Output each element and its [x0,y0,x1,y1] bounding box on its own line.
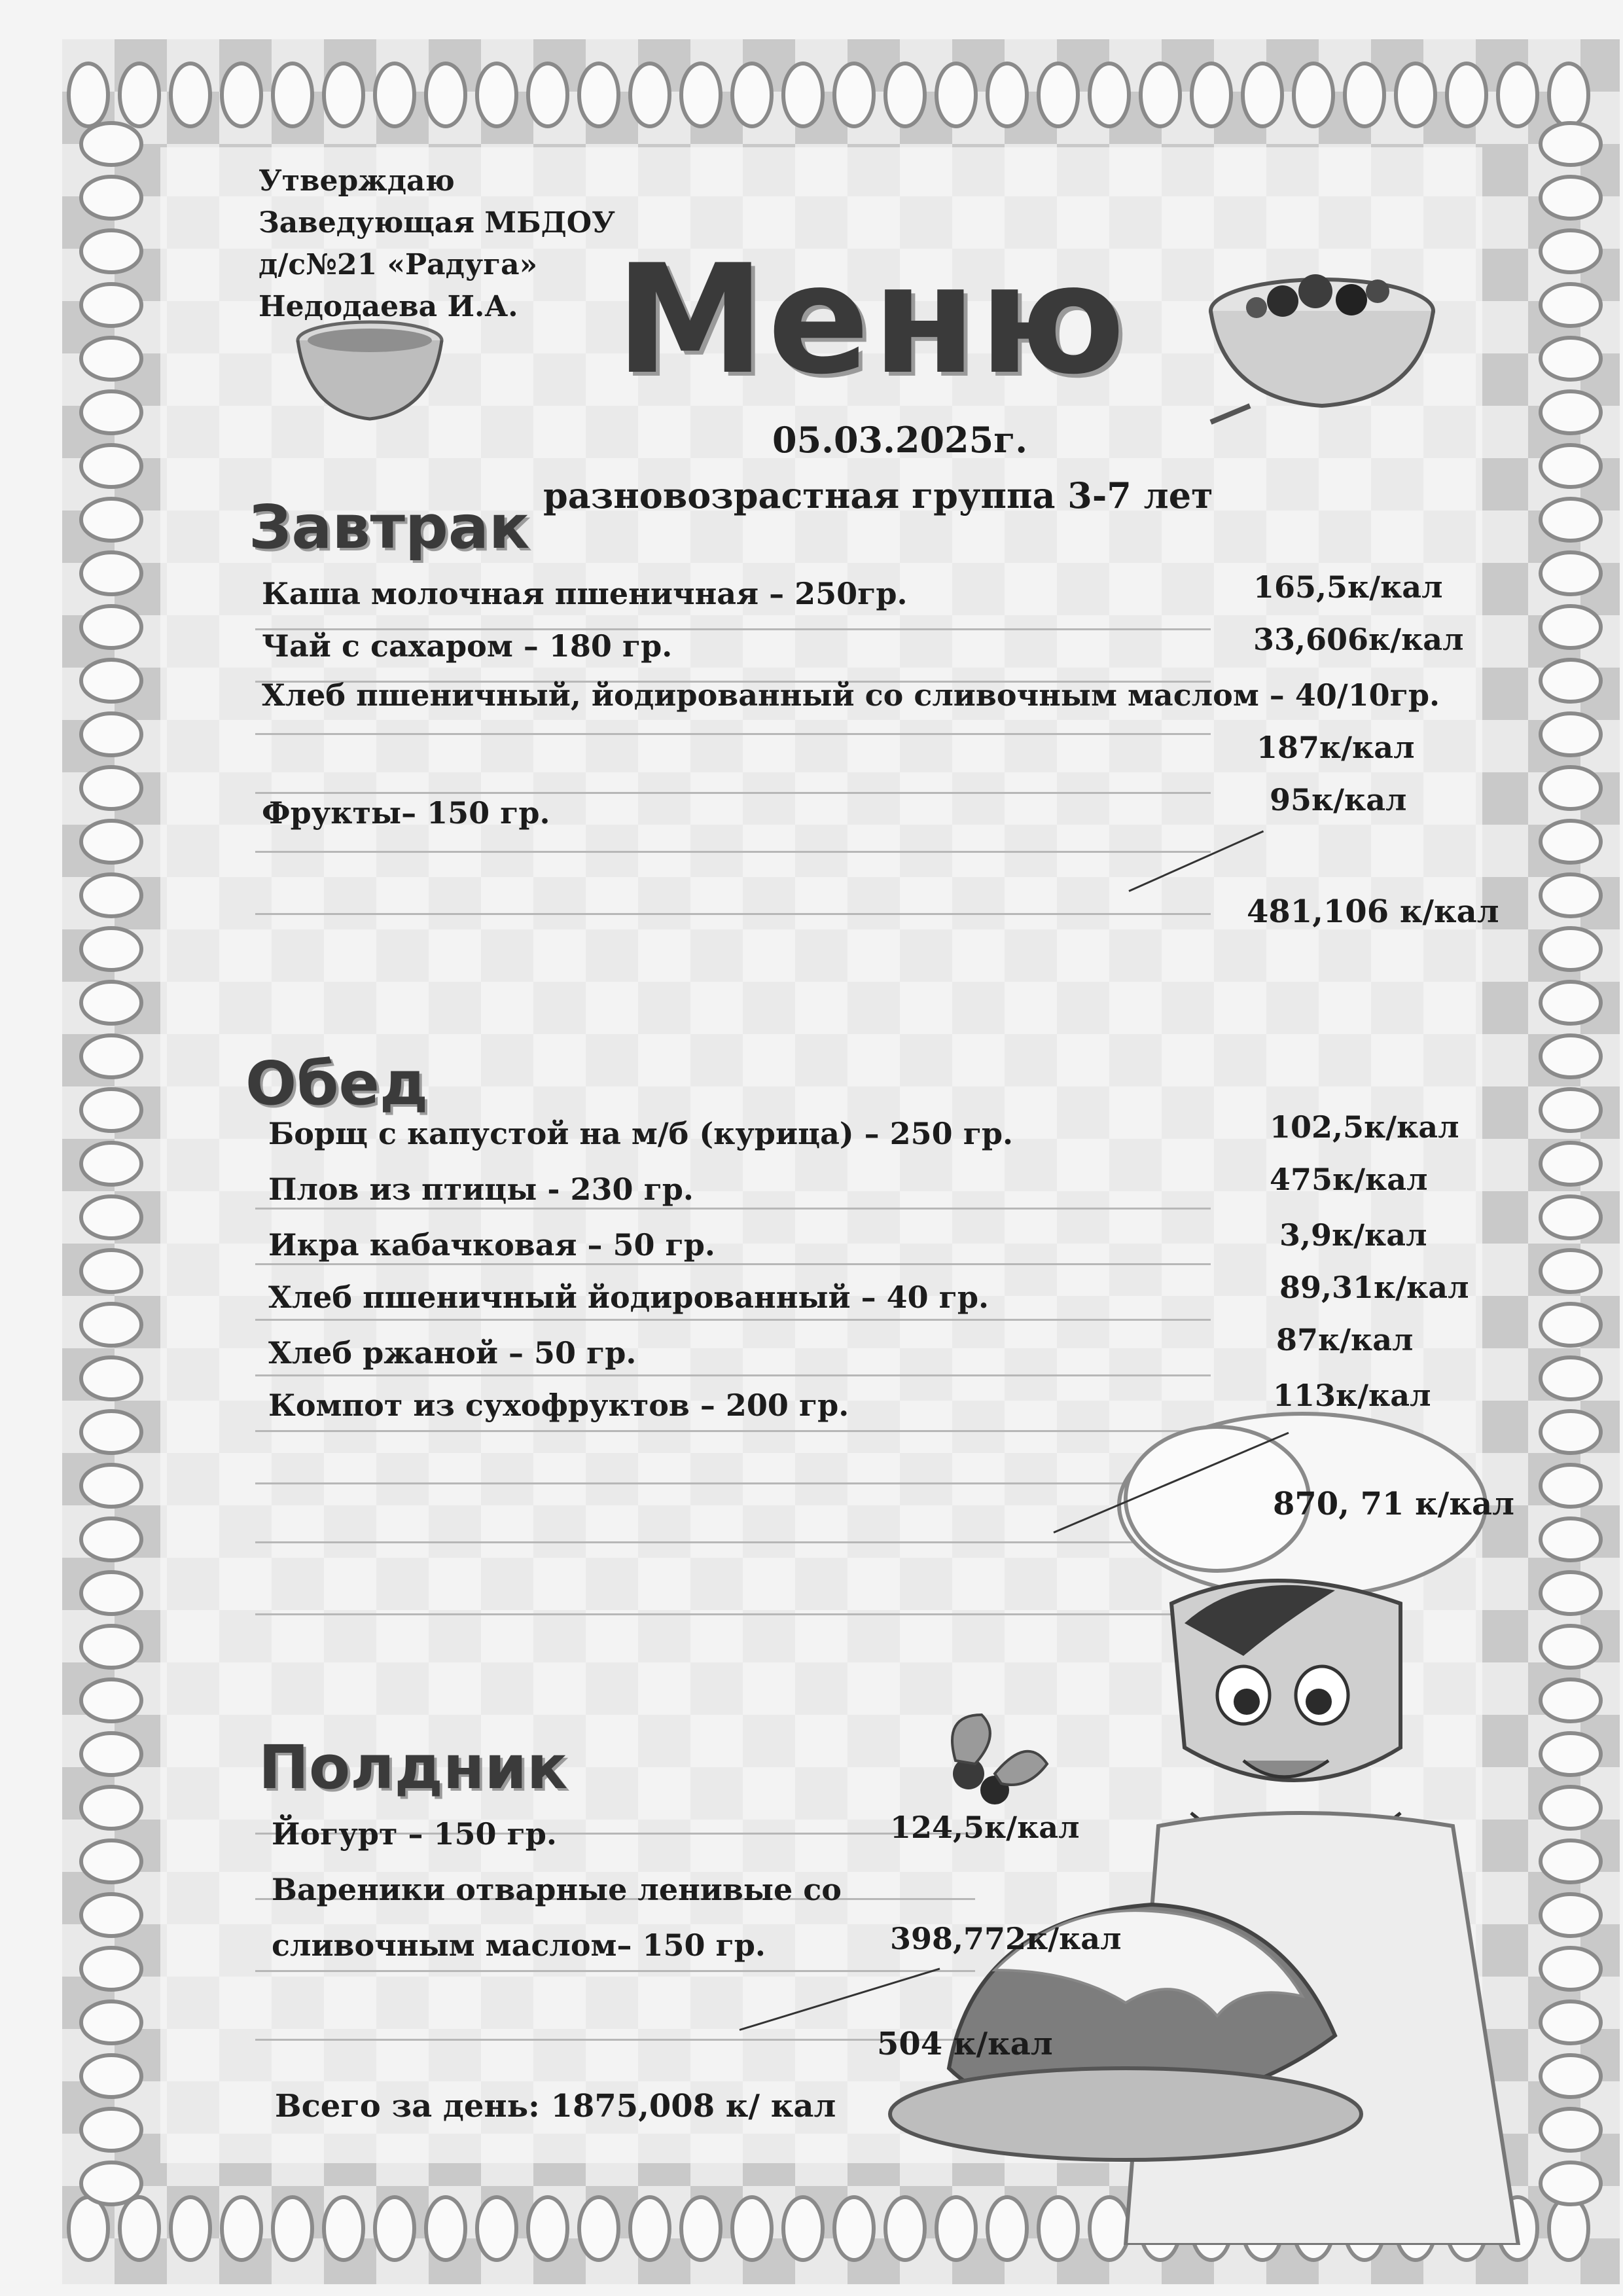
breakfast-item-name: Чай с сахаром – 180 гр. [262,628,673,664]
snack-item-name: сливочным маслом– 150 гр. [272,1928,766,1963]
lunch-item-kcal: 89,31к/кал [1279,1270,1469,1305]
breakfast-item-kcal: 187к/кал [1257,730,1415,765]
breakfast-item-kcal: 95к/кал [1270,782,1407,817]
approval-block [259,160,615,328]
snack-item-name: Йогурт – 150 гр. [272,1816,557,1852]
ruled-line [255,1374,1211,1376]
lunch-item-name: Хлеб пшеничный йодированный – 40 гр. [268,1280,990,1315]
day-total: Всего за день: 1875,008 к/ кал [275,2088,836,2125]
lunch-item-name: Борщ с капустой на м/б (курица) – 250 гр. [268,1116,1014,1151]
lunch-item-name: Икра кабачковая – 50 гр. [268,1227,715,1263]
fruit-bowl-icon [1204,255,1440,425]
ruled-line [255,913,1211,915]
snack-total: 504 к/кал [877,2026,1053,2062]
breakfast-item-name: Каша молочная пшеничная – 250гр. [262,576,908,611]
ruled-line [255,851,1211,853]
lunch-item-name: Компот из сухофруктов – 200 гр. [268,1388,849,1423]
breakfast-item-name: Фрукты– 150 гр. [262,795,550,831]
lunch-total: 870, 71 к/кал [1273,1486,1514,1522]
ruled-line [255,1319,1211,1321]
ruled-line [255,1970,975,1972]
ruled-line [255,733,1211,735]
snack-item-name: Вареники отварные ленивые со [272,1872,842,1907]
lunch-item-name: Хлеб ржаной – 50 гр. [268,1335,637,1371]
lunch-item-kcal: 113к/кал [1273,1378,1431,1413]
bowl-icon [294,314,445,425]
ruled-line [255,2039,975,2041]
lunch-item-name: Плов из птицы - 230 гр. [268,1172,694,1207]
lunch-item-kcal: 87к/кал [1276,1322,1414,1357]
ruled-line [255,792,1211,794]
snack-item-kcal: 398,772к/кал [890,1921,1122,1956]
lunch-item-kcal: 102,5к/кал [1270,1109,1459,1145]
approval-line: д/с№21 «Радуга» [259,248,538,281]
lunch-item-kcal: 475к/кал [1270,1162,1428,1197]
breakfast-item-kcal: 165,5к/кал [1253,569,1443,605]
snack-heading: Полдник [259,1732,568,1803]
lunch-item-kcal: 3,9к/кал [1279,1217,1427,1253]
breakfast-heading: Завтрак [249,492,530,562]
ruled-line [255,1208,1211,1210]
breakfast-total: 481,106 к/кал [1247,893,1499,930]
menu-date: 05.03.2025г. [772,419,1028,461]
ruled-line [255,1263,1211,1265]
breakfast-item-name: Хлеб пшеничный, йодированный со сливочным маслом – 40/10гр. [262,677,1440,713]
approval-line: Утверждаю [259,164,455,198]
approval-line: Заведующая МБДОУ [259,206,615,240]
lunch-heading: Обед [245,1049,429,1119]
age-group: разновозрастная группа 3-7 лет [543,475,1213,516]
breakfast-item-kcal: 33,606к/кал [1253,622,1464,657]
approval-line: Недодаева И.А. [259,290,518,323]
snack-item-kcal: 124,5к/кал [890,1810,1080,1845]
page-title: Меню [615,233,1128,408]
